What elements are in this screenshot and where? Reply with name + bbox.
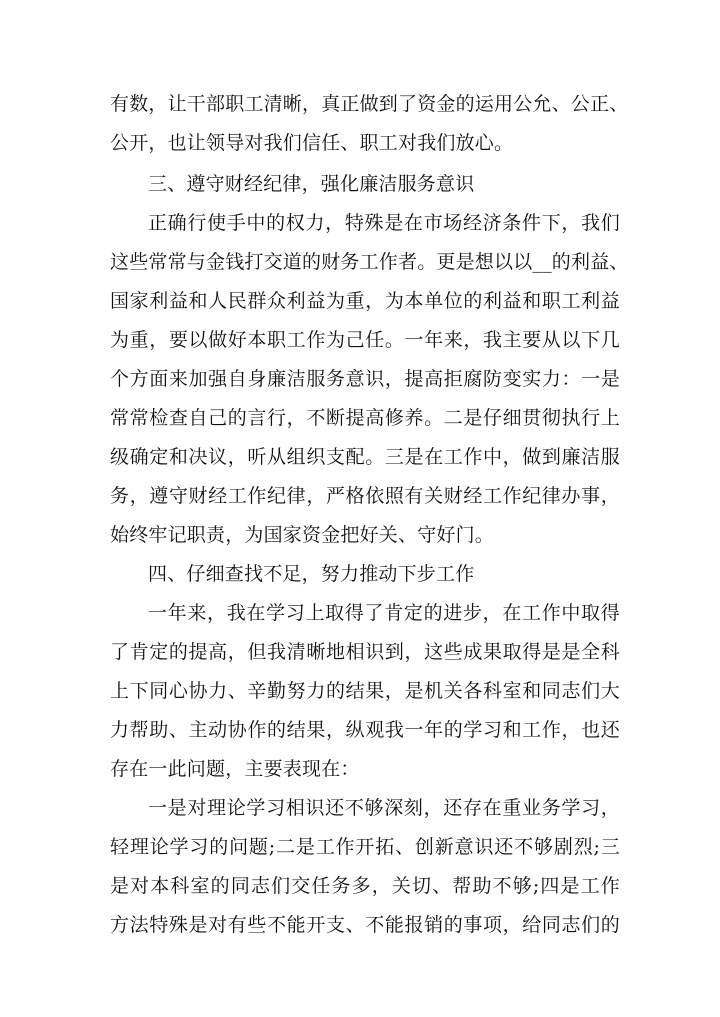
text-line: 一年来，我在学习上取得了肯定的进步，在工作中取得	[148, 602, 620, 624]
text-line: 公开，也让领导对我们信任、职工对我们放心。	[110, 132, 514, 154]
text-line: 为重，要以做好本职工作为己任。一年来，我主要从以下几	[110, 329, 620, 351]
section-heading: 四、仔细查找不足，努力推动下步工作	[148, 563, 475, 585]
section-heading: 三、遵守财经纪律，强化廉洁服务意识	[148, 173, 475, 195]
text-line: 一是对理论学习相识还不够深刻，还存在重业务学习，	[148, 797, 620, 819]
text-line: 方法特殊是对有些不能开支、不能报销的事项，给同志们的	[110, 914, 620, 936]
text-line: 是对本科室的同志们交任务多，关切、帮助不够;四是工作	[110, 875, 620, 897]
text-line: 个方面来加强自身廉洁服务意识，提高拒腐防变实力：一是	[110, 368, 620, 390]
text-line: 轻理论学习的问题;二是工作开拓、创新意识还不够剧烈;三	[110, 836, 620, 858]
text-line: 了肯定的提高，但我清晰地相识到，这些成果取得是是全科	[110, 641, 620, 663]
text-line: 始终牢记职责，为国家资金把好关、守好门。	[110, 524, 495, 546]
text-line: 常常检查自己的言行，不断提高修养。二是仔细贯彻执行上	[110, 407, 620, 429]
text-line: 力帮助、主动协作的结果，纵观我一年的学习和工作，也还	[110, 719, 620, 741]
text-line: 务，遵守财经工作纪律，严格依照有关财经工作纪律办事，	[110, 485, 620, 507]
text-line: 有数，让干部职工清晰，真正做到了资金的运用公允、公正、	[110, 93, 629, 115]
text-line: 上下同心协力、辛勤努力的结果，是机关各科室和同志们大	[110, 680, 620, 702]
text-line: 存在一此问题，主要表现在：	[110, 758, 360, 780]
text-line: 这些常常与金钱打交道的财务工作者。更是想以以__的利益、	[110, 251, 629, 273]
text-line: 正确行使手中的权力，特殊是在市场经济条件下，我们	[148, 212, 620, 234]
text-line: 国家利益和人民群众利益为重，为本单位的利益和职工利益	[110, 290, 620, 312]
text-line: 级确定和决议，听从组织支配。三是在工作中，做到廉洁服	[110, 446, 620, 468]
